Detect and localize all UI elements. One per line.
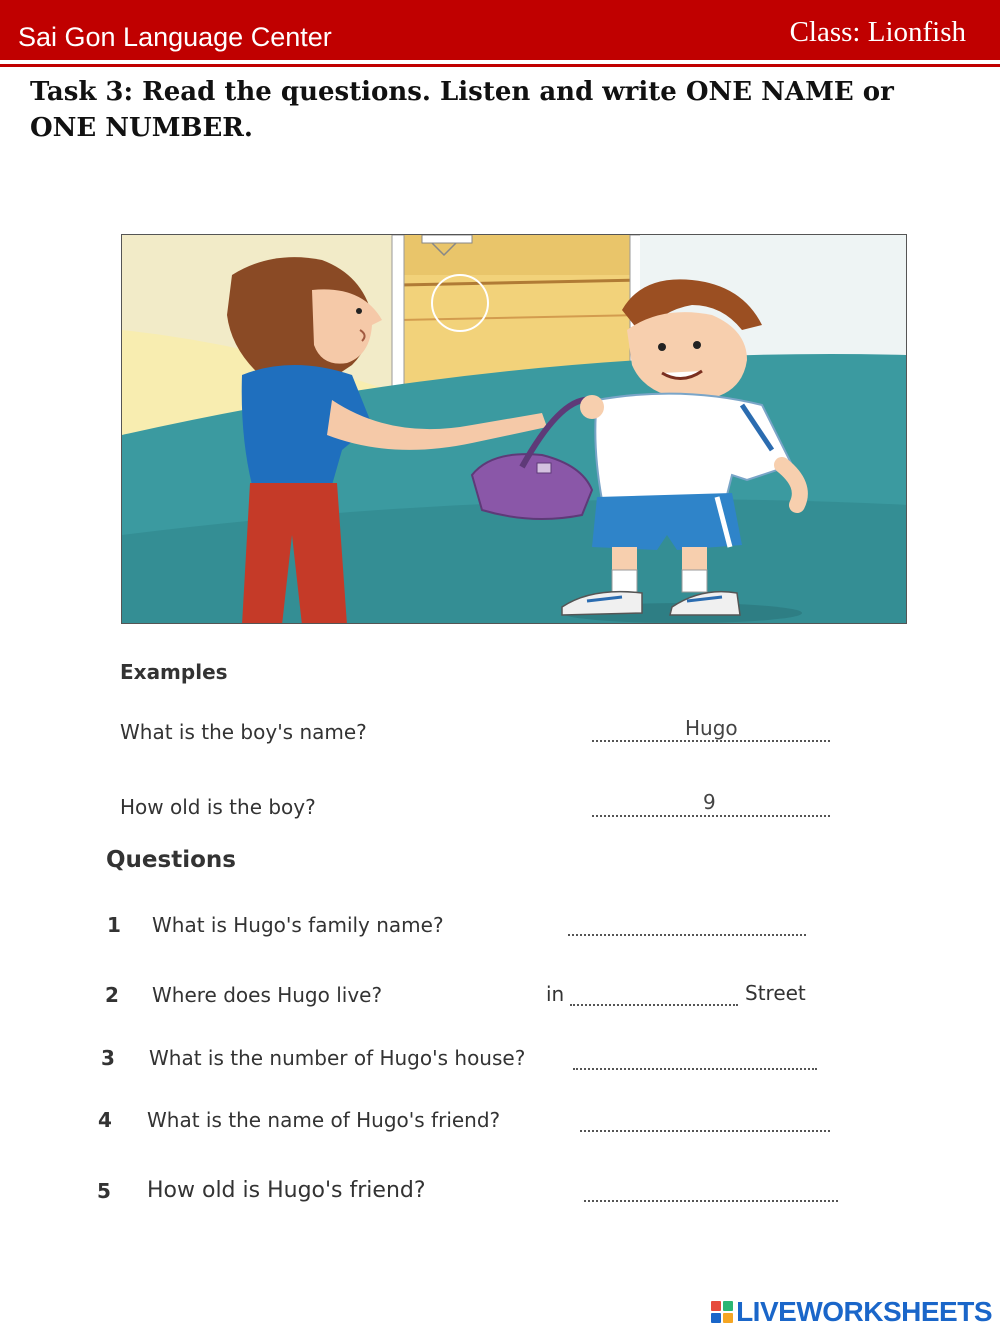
- answer-suffix-2: Street: [745, 981, 806, 1005]
- liveworksheets-logo-text: LIVEWORKSHEETS: [736, 1296, 992, 1327]
- class-name: Class: Lionfish: [789, 16, 966, 48]
- example-answer-line-1: [592, 740, 830, 742]
- examples-heading: Examples: [120, 660, 228, 684]
- question-2: Where does Hugo live?: [152, 983, 383, 1007]
- example-question-2: How old is the boy?: [120, 795, 316, 819]
- answer-prefix-2: in: [546, 982, 565, 1006]
- liveworksheets-badge-icon: [711, 1301, 733, 1323]
- task-line-1: Task 3: Read the questions. Listen and write ONE NAME or: [30, 77, 894, 107]
- illustration-svg: [122, 235, 907, 624]
- task-line-2: ONE NUMBER.: [30, 113, 253, 143]
- question-number-1: 1: [107, 913, 121, 937]
- teacher-greeting-boy-illustration: [121, 234, 907, 624]
- question-number-4: 4: [98, 1108, 112, 1132]
- question-number-5: 5: [97, 1179, 111, 1203]
- example-answer-2: 9: [703, 790, 716, 814]
- question-5: How old is Hugo's friend?: [147, 1178, 426, 1203]
- example-question-1: What is the boy's name?: [120, 720, 367, 744]
- question-4: What is the name of Hugo's friend?: [147, 1108, 501, 1132]
- liveworksheets-logo[interactable]: [711, 1296, 992, 1328]
- answer-field-1[interactable]: [568, 934, 806, 936]
- question-1: What is Hugo's family name?: [152, 913, 444, 937]
- question-number-3: 3: [101, 1046, 115, 1070]
- example-answer-1: Hugo: [685, 716, 738, 740]
- question-3: What is the number of Hugo's house?: [149, 1046, 526, 1070]
- question-number-2: 2: [105, 983, 119, 1007]
- example-answer-line-2: [592, 815, 830, 817]
- answer-field-2[interactable]: [570, 1004, 738, 1006]
- center-name: Sai Gon Language Center: [18, 22, 332, 52]
- header-divider: [0, 64, 1000, 67]
- answer-field-5[interactable]: [584, 1200, 838, 1202]
- task-instructions: [30, 74, 970, 146]
- answer-field-4[interactable]: [580, 1130, 830, 1132]
- answer-field-3[interactable]: [573, 1068, 817, 1070]
- questions-heading: Questions: [106, 847, 236, 873]
